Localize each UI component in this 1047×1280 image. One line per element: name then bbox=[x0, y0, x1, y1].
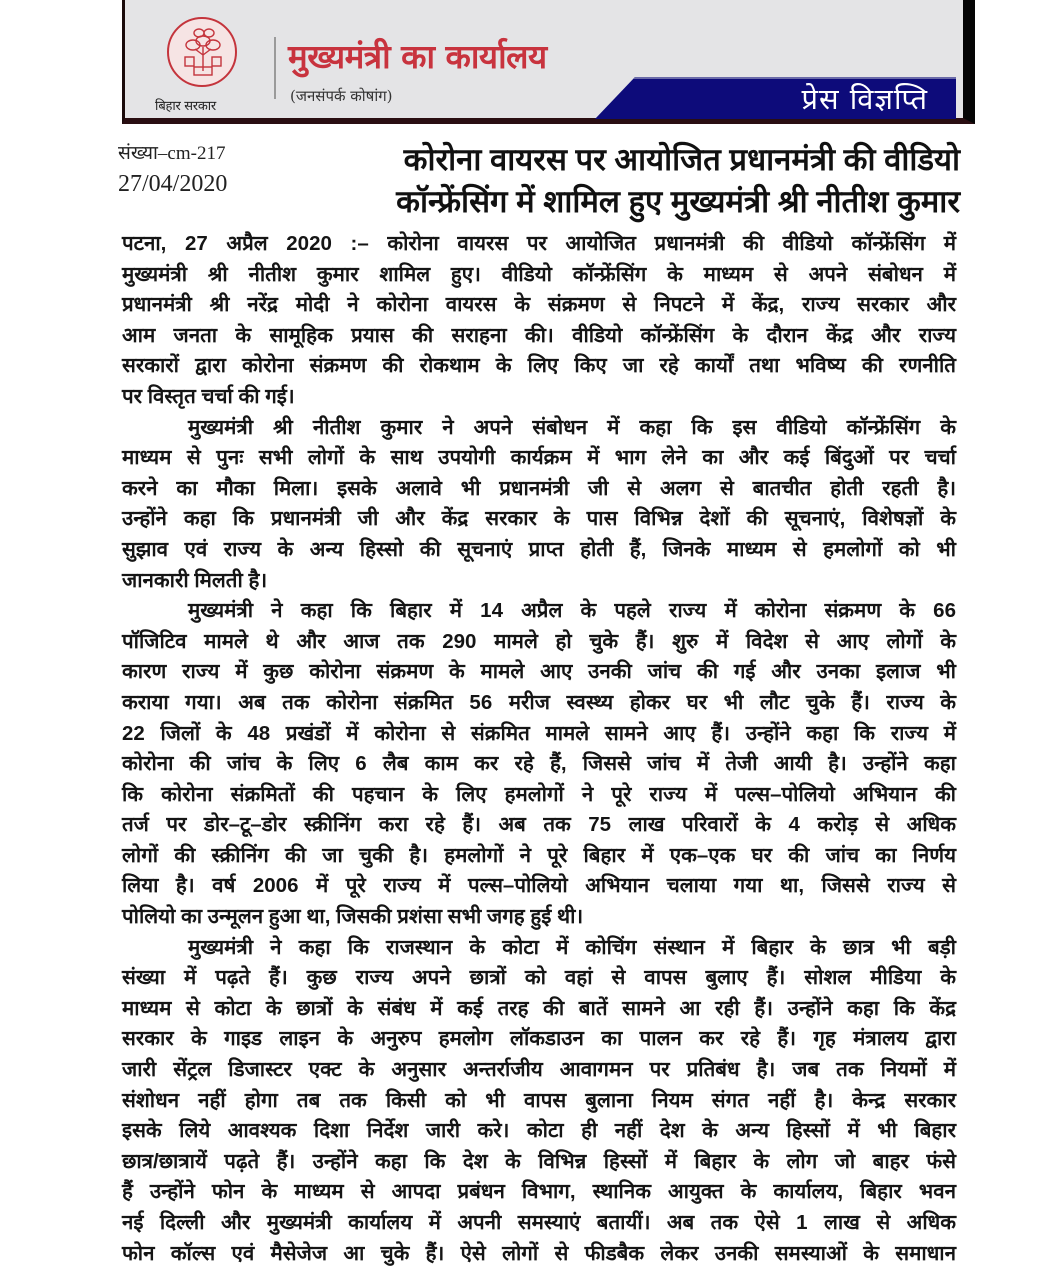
paragraph-line: जानकारी मिलती है। bbox=[122, 568, 268, 592]
paragraph-line: फोन कॉल्स एवं मैसेजेज आ चुके हैं। ऐसे लोगों से फीडबैक लेकर उनकी समस्याओं के समाधान bbox=[122, 1241, 956, 1265]
paragraph bbox=[122, 413, 956, 597]
paragraph-line: पॉजिटिव मामले थे और आज तक 290 मामले हो चुके हैं। शुरु में विदेश से आए लोगों के bbox=[122, 629, 956, 653]
paragraph-line: मुख्यमंत्री श्री नीतीश कुमार शामिल हुए। वीडियो कॉन्फ्रेंसिंग के माध्यम से अपने संबोधन में bbox=[122, 262, 956, 286]
paragraph-line: इसके लिये आवश्यक दिशा निर्देश जारी करे। कोटा ही नहीं देश के अन्य हिस्सों में भी बिहार bbox=[122, 1119, 957, 1143]
paragraph-line: कराया गया। अब तक कोरोना संक्रमित 56 मरीज स्वस्थ्य होकर घर भी लौट चुके हैं। राज्य के bbox=[122, 690, 956, 714]
paragraph-line: लिया है। वर्ष 2006 में पूरे राज्य में पल्स–पोलियो अभियान चलाया गया था, जिससे राज्य से bbox=[122, 874, 956, 898]
headline-line: कोरोना वायरस पर आयोजित प्रधानमंत्री की वीडियो bbox=[403, 142, 960, 177]
paragraph bbox=[122, 596, 956, 933]
bodhi-tree-icon bbox=[169, 19, 239, 89]
paragraph bbox=[122, 933, 956, 1270]
paragraph-line: प्रधानमंत्री श्री नरेंद्र मोदी ने कोरोना वायरस के संक्रमण से निपटने में केंद्र, राज्य सरकार और bbox=[122, 293, 956, 317]
letterhead bbox=[122, 0, 975, 124]
paragraph-line: लोगों की स्क्रीनिंग की जा चुकी है। हमलोगों ने पूरे बिहार में एक–एक घर की जांच का निर्णय bbox=[122, 843, 956, 867]
bihar-government-emblem bbox=[153, 17, 257, 121]
paragraph-line: माध्यम से पुनः सभी लोगों के साथ उपयोगी कार्यक्रम में भाग लेने का और कई बिंदुओं पर चर्चा bbox=[122, 446, 956, 470]
paragraph-line: हैं उन्होंने फोन के माध्यम से आपदा प्रबंधन विभाग, स्थानिक आयुक्त के कार्यालय, बिहार भवन bbox=[122, 1180, 956, 1204]
paragraph bbox=[122, 229, 956, 413]
paragraph-line: जारी सेंट्रल डिजास्टर एक्ट के अनुसार अन्तर्राजीय आवागमन पर प्रतिबंध है। जब तक नियमों में bbox=[122, 1058, 956, 1082]
headline-line: कॉन्फ्रेंसिंग में शामिल हुए मुख्यमंत्री श्री नीतीश कुमार bbox=[396, 184, 960, 219]
paragraph-line: छात्र/छात्रायें पढ़ते हैं। उन्होंने कहा कि देश के विभिन्न हिस्सों में बिहार के लोग जो बाहर फंसे bbox=[122, 1149, 956, 1173]
paragraph-line: संशोधन नहीं होगा तब तक किसी को भी वापस बुलाना नियम संगत नहीं है। केन्द्र सरकार bbox=[122, 1088, 956, 1112]
paragraph-line: मुख्यमंत्री ने कहा कि राजस्थान के कोटा में कोचिंग संस्थान में बिहार के छात्र भी बड़ी bbox=[188, 935, 956, 959]
paragraph-line: पर विस्तृत चर्चा की गई। bbox=[122, 384, 295, 408]
paragraph-line: सुझाव एवं राज्य के अन्य हिस्सो की सूचनाएं प्राप्त होती हैं, जिनके माध्यम से हमलोगों को भी bbox=[122, 537, 956, 561]
paragraph-line: मुख्यमंत्री ने कहा कि बिहार में 14 अप्रैल के पहले राज्य में कोरोना संक्रमण के 66 bbox=[188, 599, 956, 623]
reference-date: 27/04/2020 bbox=[118, 171, 228, 197]
emblem-circle bbox=[167, 17, 237, 87]
reference-number: संख्या–cm-217 bbox=[118, 143, 226, 164]
paragraph-line: नई दिल्ली और मुख्यमंत्री कार्यालय में अपनी समस्याएं बतायीं। अब तक ऐसे 1 लाख से अधिक bbox=[122, 1211, 956, 1234]
press-release-label: प्रेस विज्ञप्ति bbox=[801, 82, 928, 116]
office-subtitle: (जनसंपर्क कोषांग) bbox=[290, 87, 393, 105]
paragraph-line: करने का मौका मिला। इसके अलावे भी प्रधानमंत्री जी से अलग से बातचीत होती रहती है। bbox=[122, 476, 956, 500]
press-release-body bbox=[122, 229, 956, 1269]
emblem-caption: बिहार सरकार bbox=[155, 99, 216, 114]
paragraph-line: मुख्यमंत्री श्री नीतीश कुमार ने अपने संबोधन में कहा कि इस वीडियो कॉन्फ्रेंसिंग के bbox=[188, 415, 956, 439]
paragraph-line: सरकारों द्वारा कोरोना संक्रमण की रोकथाम के लिए किए जा रहे कार्यों तथा भविष्य की रणनीति bbox=[122, 354, 956, 378]
paragraph-line: माध्यम से कोटा के छात्रों के संबंध में कई तरह की बातें सामने आ रही हैं। उन्होंने कहा कि केंद्र bbox=[122, 996, 956, 1020]
paragraph-line: आम जनता के सामूहिक प्रयास की सराहना की। वीडियो कॉन्फ्रेंसिंग के दौरान केंद्र और राज्य bbox=[122, 323, 956, 347]
header-divider bbox=[274, 37, 276, 99]
press-release-banner bbox=[595, 77, 956, 119]
paragraph-line: पोलियो का उन्मूलन हुआ था, जिसकी प्रशंसा सभी जगह हुई थी। bbox=[122, 905, 584, 929]
headline bbox=[300, 139, 960, 223]
paragraph-line: कि कोरोना संक्रमितों की पहचान के लिए हमलोगों ने पूरे राज्य में पल्स–पोलियो अभियान की bbox=[122, 782, 956, 806]
paragraph-line: पटना, 27 अप्रैल 2020 :– कोरोना वायरस पर आयोजित प्रधानमंत्री की वीडियो कॉन्फ्रेंसिंग में bbox=[122, 232, 956, 255]
paragraph-line: कारण राज्य में कुछ कोरोना संक्रमण के मामले आए उनकी जांच की गई और उनका इलाज भी bbox=[122, 660, 956, 684]
paragraph-line: 22 जिलों के 48 प्रखंडों में कोरोना से संक्रमित मामले सामने आए हैं। उन्होंने कहा कि राज्य में bbox=[122, 721, 956, 745]
paragraph-line: कोरोना की जांच के लिए 6 लैब काम कर रहे हैं, जिससे जांच में तेजी आयी है। उन्होंने कहा bbox=[122, 752, 956, 776]
paragraph-line: तर्ज पर डोर–टू–डोर स्क्रीनिंग करा रहे हैं। अब तक 75 लाख परिवारों के 4 करोड़ से अधिक bbox=[122, 813, 956, 837]
reference-block bbox=[118, 141, 227, 201]
paragraph-line: उन्होंने कहा कि प्रधानमंत्री जी और केंद्र सरकार के पास विभिन्न देशों की सूचनाएं, विशेषज्ञों के bbox=[122, 507, 956, 531]
paragraph-line: सरकार के गाइड लाइन के अनुरुप हमलोग लॉकडाउन का पालन कर रहे हैं। गृह मंत्रालय द्वारा bbox=[122, 1027, 956, 1051]
paragraph-line: संख्या में पढ़ते हैं। कुछ राज्य अपने छात्रों को वहां से वापस बुलाए हैं। सोशल मीडिया के bbox=[122, 966, 956, 990]
office-title: मुख्यमंत्री का कार्यालय bbox=[288, 37, 547, 76]
